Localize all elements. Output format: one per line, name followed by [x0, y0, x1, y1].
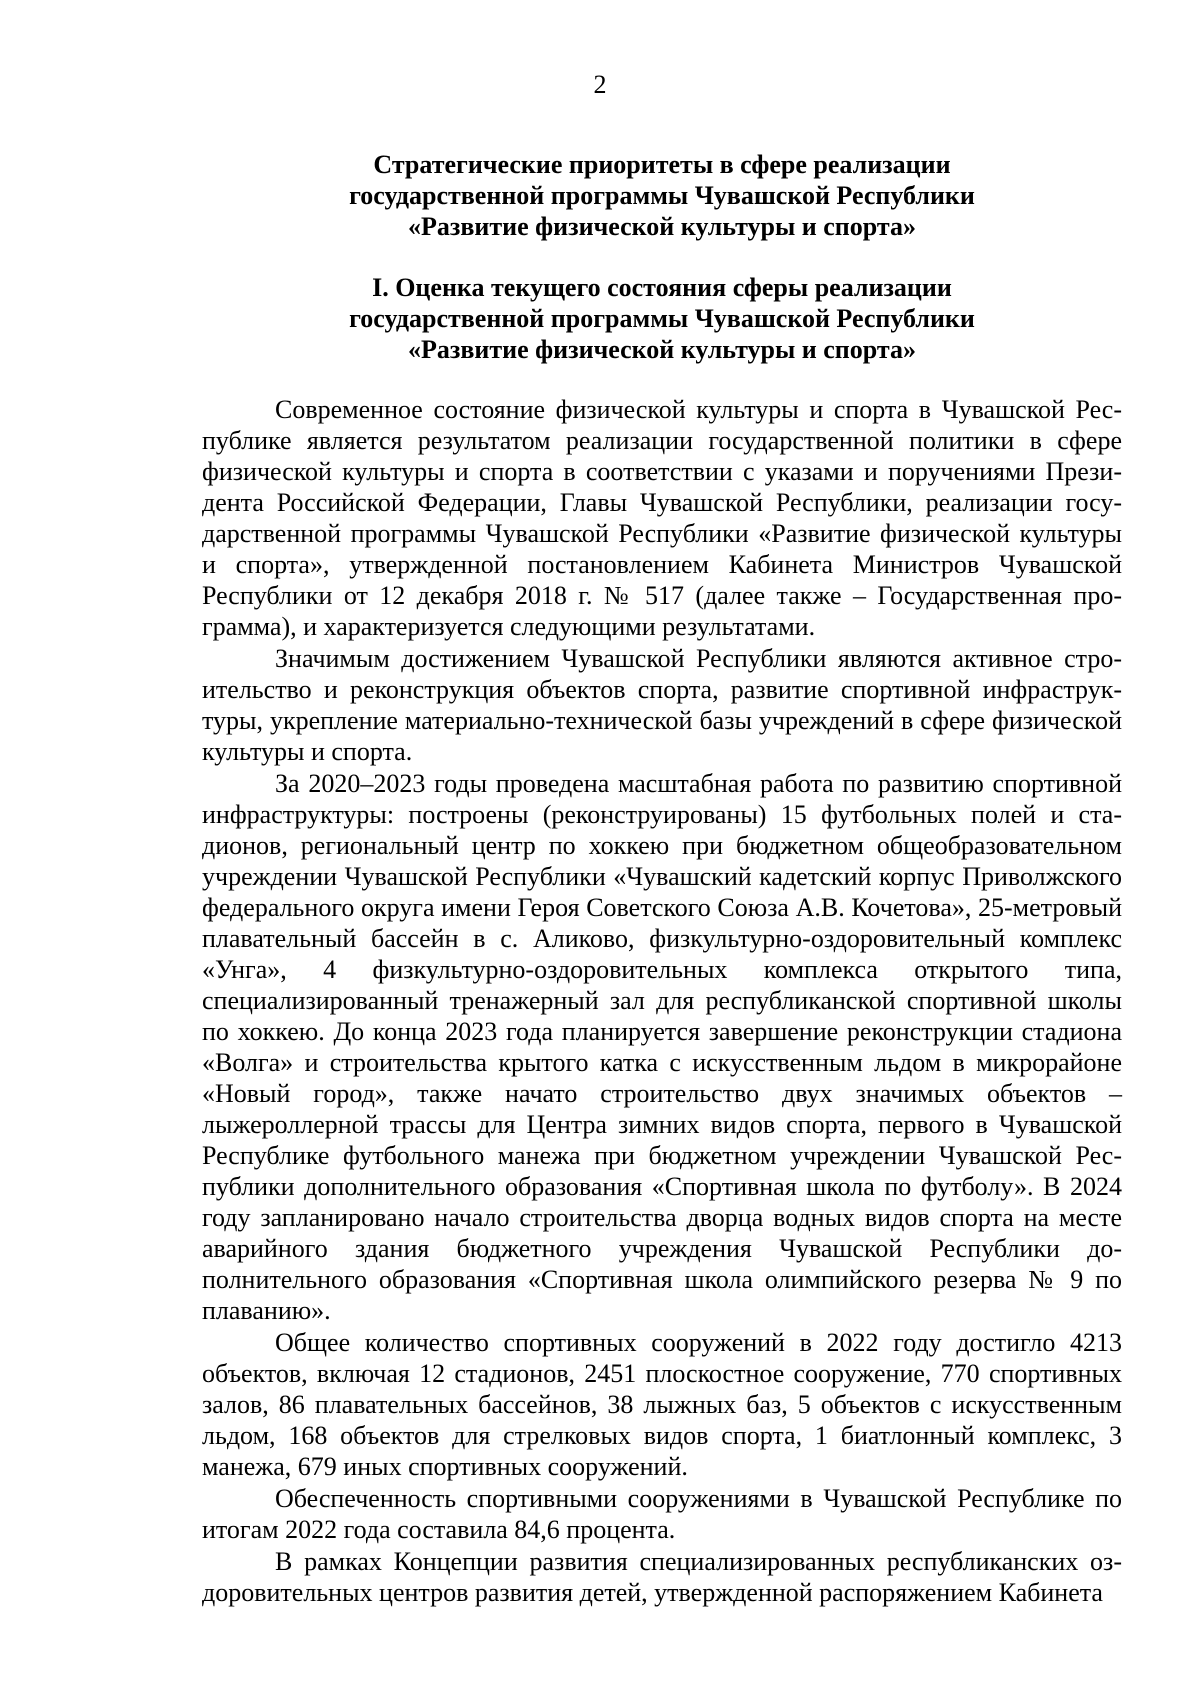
section-heading-line: I. Оценка текущего состояния сферы реализации — [372, 273, 952, 302]
paragraph: В рамках Концепции развития специализированных республиканских оздоровительных центров развития детей, утвержденной распоряжением Кабинета — [202, 1547, 1122, 1607]
document-title — [202, 149, 1122, 242]
paragraph: Общее количество спортивных сооружений в 2022 году достигло 4213 объектов, включая 12 стадионов, 2451 плоскостное сооружение, 770 спортивных залов, 86 плавательных бассейнов, 38 лыжных баз, 5 объектов с искусственным льдом, 168 объектов для стрелковых видов спорта, 1 биатлонный комплекс, 3 манежа, 679 иных спортивных сооружений. — [202, 1328, 1122, 1481]
section-heading — [202, 272, 1122, 365]
paragraph: За 2020–2023 годы проведена масштабная работа по развитию спортивной инфраструктуры: построены (реконструированы) 15 футбольных полей и стадионов, региональный центр по хоккею при бюджетном общеобразовательном учреждении Чувашской Республики «Чувашский кадетский корпус Приволжского федерального округа имени Героя Советского Союза А.В. Кочетова», 25-метровый плавательный бассейн в с. Аликово, физкультурно-оздоровительный комплекс «Унга», 4 физкультурно-оздоровительных комплекса открытого типа, специализированный тренажерный зал для республиканской спортивной школы по хоккею. До конца 2023 года планируется завершение реконструкции стадиона «Волга» и строительства крытого катка с искусственным льдом в микрорайоне «Новый город», также начато строительство двух значимых объектов – лыжероллерной трассы для Центра зимних видов спорта, первого в Чувашской Республике футбольного манежа при бюджетном учреждении Чувашской Республики дополнительного образования «Спортивная школа по футболу». В 2024 году запланировано начало строительства дворца водных видов спорта на месте аварийного здания бюджетного учреждения Чувашской Республики дополнительного образования «Спортивная школа олимпийского резерва № 9 по плаванию». — [202, 769, 1122, 1325]
paragraph: Современное состояние физической культуры и спорта в Чувашской Республике является результатом реализации государственной политики в сфере физической культуры и спорта в соответствии с указами и поручениями Президента Российской Федерации, Главы Чувашской Республики, реализации государственной программы Чувашской Республики «Развитие физической культуры и спорта», утвержденной постановлением Кабинета Министров Чувашской Республики от 12 декабря 2018 г. № 517 (далее также – Государственная программа), и характеризуется следующими результатами. — [202, 395, 1122, 641]
section-heading-line: «Развитие физической культуры и спорта» — [408, 335, 916, 364]
body-text — [202, 394, 1122, 1608]
title-line: «Развитие физической культуры и спорта» — [408, 212, 916, 241]
title-line: Стратегические приоритеты в сфере реализации — [373, 150, 951, 179]
section-heading-line: государственной программы Чувашской Республики — [349, 304, 975, 333]
paragraph: Обеспеченность спортивными сооружениями в Чувашской Республике по итогам 2022 года составила 84,6 процента. — [202, 1484, 1122, 1544]
page-number: 2 — [593, 70, 607, 99]
title-line: государственной программы Чувашской Республики — [349, 181, 975, 210]
paragraph: Значимым достижением Чувашской Республики являются активное строительство и реконструкция объектов спорта, развитие спортивной инфраструктуры, укрепление материально-технической базы учреждений в сфере физической культуры и спорта. — [202, 644, 1122, 766]
